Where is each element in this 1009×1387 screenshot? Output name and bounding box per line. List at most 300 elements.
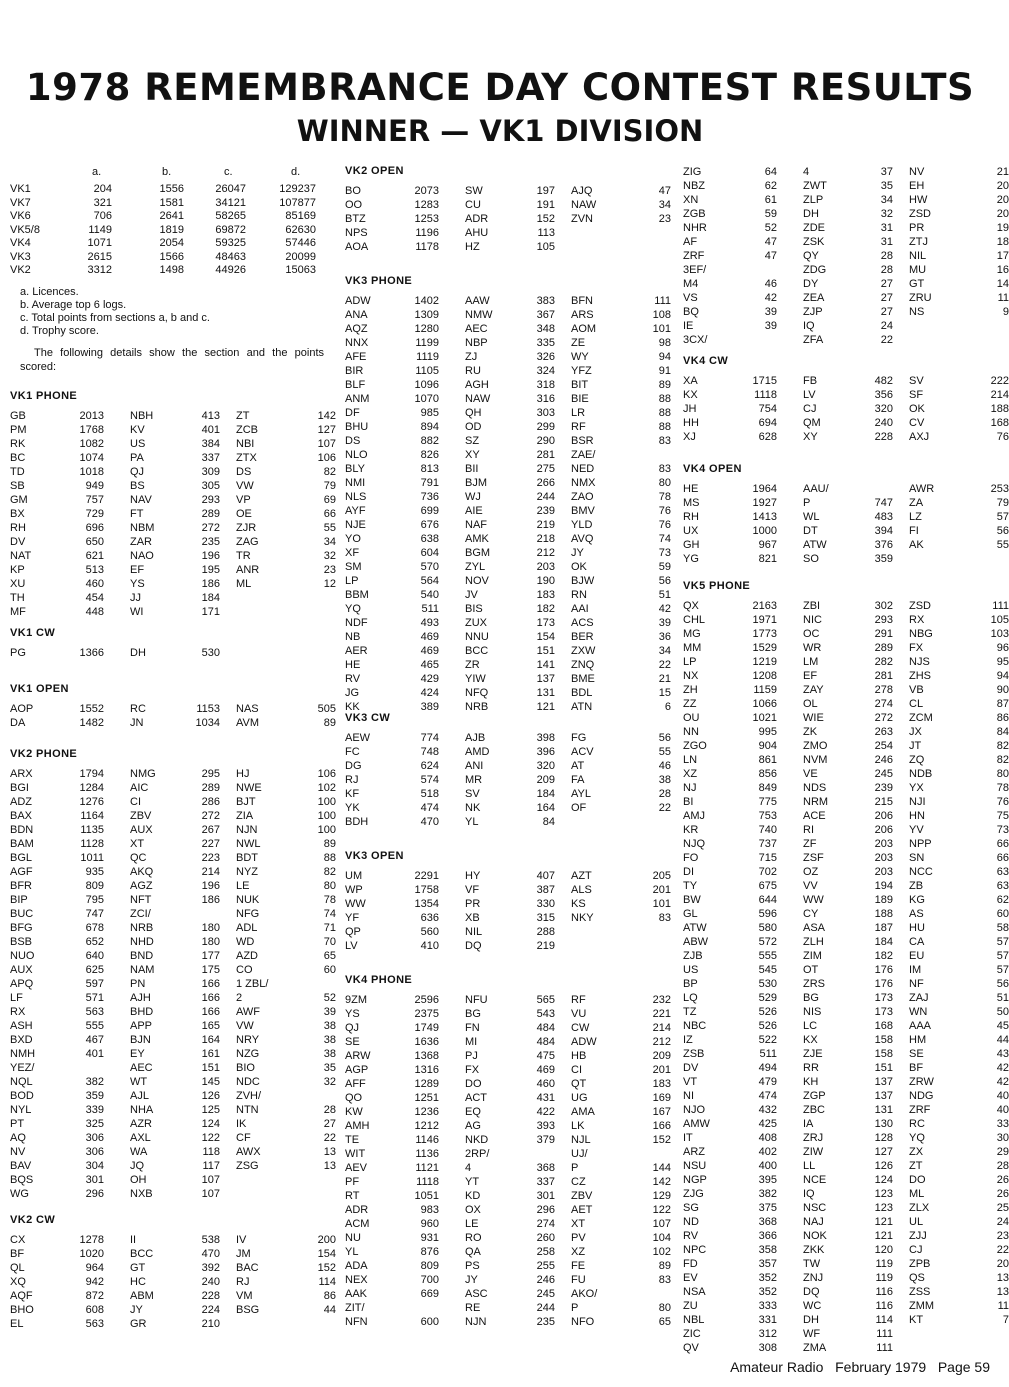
callsign: ALS	[571, 884, 592, 896]
score: 736	[420, 491, 439, 503]
score: 1354	[414, 898, 439, 910]
note-a: a. Licences.	[20, 286, 79, 298]
callsign: NAM	[130, 964, 155, 976]
score: 245	[874, 768, 893, 780]
callsign: QC	[130, 852, 147, 864]
score: 1034	[195, 717, 220, 729]
score: 1309	[414, 309, 439, 321]
callsign: RV	[345, 673, 361, 685]
summary-value: 15063	[285, 264, 316, 276]
score: 100	[317, 824, 336, 836]
score: 57	[996, 964, 1009, 976]
score: 119	[875, 1272, 893, 1284]
score: 304	[85, 1160, 104, 1172]
callsign: ZGB	[683, 208, 706, 220]
score: 73	[996, 824, 1009, 836]
callsign: NQL	[10, 1076, 33, 1088]
score: 83	[658, 912, 671, 924]
callsign: NBC	[683, 1020, 707, 1032]
score: 203	[536, 561, 555, 573]
callsign: QO	[345, 1092, 363, 1104]
score: 809	[420, 1260, 439, 1272]
callsign: EF	[803, 670, 818, 682]
callsign: XT	[571, 1218, 586, 1230]
callsign: 3CX/	[683, 334, 708, 346]
score: 13	[996, 1286, 1009, 1298]
score: 52	[764, 222, 777, 234]
callsign: OZ	[803, 866, 819, 878]
score: 152	[536, 213, 555, 225]
callsign: QJ	[345, 1022, 360, 1034]
section-heading: VK3 PHONE	[345, 275, 413, 287]
score: 245	[536, 1288, 555, 1300]
score: 57	[996, 936, 1009, 948]
callsign: NFT	[130, 894, 152, 906]
callsign: NAS	[236, 703, 259, 715]
callsign: QP	[345, 926, 361, 938]
score: 102	[317, 782, 336, 794]
score: 239	[536, 505, 555, 517]
score: 130	[874, 1118, 893, 1130]
callsign: ZB	[909, 880, 924, 892]
score: 141	[536, 659, 555, 671]
score: 18	[996, 236, 1009, 248]
callsign: WIT	[345, 1148, 366, 1160]
score: 235	[201, 536, 220, 548]
callsign: BJN	[130, 1034, 151, 1046]
callsign: CO	[236, 964, 253, 976]
callsign: ACE	[803, 810, 826, 822]
callsign: AFF	[345, 1078, 366, 1090]
callsign: ASA	[803, 922, 826, 934]
callsign: ADL	[236, 922, 258, 934]
score: 596	[758, 908, 777, 920]
score: 290	[536, 435, 555, 447]
score: 358	[758, 1244, 777, 1256]
score: 191	[536, 199, 555, 211]
section-heading: VK3 CW	[345, 712, 391, 724]
score: 669	[420, 1288, 439, 1300]
score: 98	[658, 337, 671, 349]
score: 597	[85, 978, 104, 990]
callsign: BHD	[130, 1006, 154, 1018]
callsign: AMA	[571, 1106, 595, 1118]
score: 22	[658, 802, 671, 814]
score: 826	[420, 449, 439, 461]
callsign: WL	[803, 511, 820, 523]
callsign: BHO	[10, 1304, 34, 1316]
score: 80	[996, 768, 1009, 780]
callsign: CF	[236, 1132, 251, 1144]
callsign: IV	[236, 1234, 247, 1246]
score: 32	[880, 208, 893, 220]
score: 52	[323, 992, 336, 1004]
score: 32	[323, 1076, 336, 1088]
score: 28	[880, 250, 893, 262]
callsign: FB	[803, 375, 818, 387]
score: 1794	[79, 768, 104, 780]
score: 129	[652, 1190, 671, 1202]
callsign: XQ	[10, 1276, 26, 1288]
callsign: TY	[683, 880, 698, 892]
score: 564	[420, 575, 439, 587]
score: 315	[536, 912, 555, 924]
score: 56	[658, 575, 671, 587]
score: 474	[758, 1090, 777, 1102]
score: 737	[758, 838, 777, 850]
score: 511	[421, 603, 439, 615]
score: 34	[658, 645, 671, 657]
callsign: OC	[803, 628, 820, 640]
score: 272	[201, 810, 220, 822]
callsign: BQ	[683, 306, 699, 318]
score: 331	[758, 1314, 777, 1326]
callsign: NHD	[130, 936, 154, 948]
callsign: PF	[345, 1176, 360, 1188]
score: 931	[420, 1232, 439, 1244]
score: 1276	[79, 796, 104, 808]
score: 320	[536, 760, 555, 772]
score: 1178	[415, 241, 439, 253]
callsign: ZSB	[683, 1048, 705, 1060]
score: 678	[85, 922, 104, 934]
score: 624	[420, 760, 439, 772]
callsign: AF	[683, 236, 698, 248]
score: 876	[420, 1246, 439, 1258]
callsign: OK	[571, 561, 587, 573]
summary-value: 44926	[215, 264, 246, 276]
score: 448	[85, 606, 104, 618]
callsign: CJ	[803, 403, 817, 415]
score: 28	[996, 1160, 1009, 1172]
callsign: VP	[236, 494, 251, 506]
callsign: JY	[571, 547, 584, 559]
callsign: ADR	[465, 213, 489, 225]
callsign: YLD	[571, 519, 593, 531]
callsign: NBP	[465, 337, 488, 349]
callsign: ZJJ	[909, 1230, 927, 1242]
score: 410	[420, 940, 439, 952]
score: 2073	[414, 185, 439, 197]
callsign: RH	[683, 511, 699, 523]
score: 63	[996, 880, 1009, 892]
score: 89	[323, 717, 336, 729]
callsign: ML	[236, 578, 252, 590]
score: 526	[758, 1006, 777, 1018]
callsign: AWF	[236, 1006, 261, 1018]
score: 530	[201, 647, 220, 659]
callsign: NDC	[236, 1076, 260, 1088]
score: 166	[201, 978, 220, 990]
summary-value: 26047	[215, 183, 246, 195]
callsign: PR	[465, 898, 481, 910]
callsign: BGL	[10, 852, 33, 864]
score: 702	[758, 866, 777, 878]
callsign: BDH	[345, 816, 369, 828]
callsign: BJM	[465, 477, 487, 489]
score: 1121	[415, 1162, 439, 1174]
callsign: ZRS	[803, 978, 825, 990]
callsign: IK	[236, 1118, 247, 1130]
callsign: LL	[803, 1160, 816, 1172]
callsign: NTN	[236, 1104, 259, 1116]
score: 37	[880, 166, 893, 178]
score: 383	[536, 295, 555, 307]
score: 107	[652, 1218, 671, 1230]
callsign: AKO/	[571, 1288, 598, 1300]
callsign: BCC	[465, 645, 489, 657]
score: 1316	[414, 1064, 439, 1076]
score: 219	[536, 940, 555, 952]
summary-value: 2615	[87, 250, 112, 263]
score: 469	[420, 645, 439, 657]
score: 47	[764, 236, 777, 248]
score: 1280	[414, 323, 439, 335]
score: 161	[201, 1048, 220, 1060]
callsign: UJ/	[571, 1148, 588, 1160]
callsign: AFE	[345, 351, 367, 363]
score: 740	[758, 824, 777, 836]
callsign: YIW	[465, 673, 486, 685]
score: 212	[652, 1036, 671, 1048]
callsign: AUX	[10, 964, 33, 976]
score: 1236	[414, 1106, 439, 1118]
callsign: OK	[909, 403, 925, 415]
score: 44	[323, 1304, 336, 1316]
score: 117	[202, 1160, 220, 1172]
callsign: LP	[683, 656, 697, 668]
score: 151	[874, 1062, 893, 1074]
score: 694	[758, 417, 777, 429]
callsign: ASC	[465, 1288, 488, 1300]
callsign: BF	[10, 1248, 25, 1260]
callsign: WR	[803, 642, 822, 654]
callsign: AEC	[130, 1062, 153, 1074]
callsign: AJH	[130, 992, 151, 1004]
score: 111	[876, 1328, 893, 1340]
score: 650	[85, 536, 104, 548]
score: 215	[874, 796, 893, 808]
callsign: OT	[803, 964, 819, 976]
callsign: BIO	[236, 1062, 255, 1074]
score: 34	[658, 199, 671, 211]
score: 239	[874, 782, 893, 794]
callsign: IA	[803, 1118, 814, 1130]
score: 296	[536, 1204, 555, 1216]
callsign: AMK	[465, 533, 489, 545]
callsign: BJT	[236, 796, 256, 808]
callsign: ASH	[10, 1020, 33, 1032]
score: 119	[875, 1258, 893, 1270]
callsign: P	[571, 1302, 579, 1314]
score: 368	[758, 1216, 777, 1228]
callsign: MG	[683, 628, 701, 640]
score: 27	[323, 1118, 336, 1130]
callsign: ZAR	[130, 536, 152, 548]
callsign: ANR	[236, 564, 260, 576]
score: 44	[996, 1034, 1009, 1046]
score: 95	[996, 656, 1009, 668]
callsign: YL	[345, 1246, 359, 1258]
callsign: FI	[909, 525, 919, 537]
callsign: BGM	[465, 547, 491, 559]
callsign: NV	[909, 166, 925, 178]
callsign: AG	[465, 1120, 481, 1132]
score: 196	[201, 880, 220, 892]
callsign: KW	[345, 1106, 363, 1118]
score: 122	[652, 1204, 671, 1216]
callsign: JY	[130, 1304, 143, 1316]
score: 70	[323, 936, 336, 948]
callsign: BW	[683, 894, 701, 906]
score: 308	[758, 1342, 777, 1354]
score: 118	[202, 1146, 220, 1158]
callsign: CX	[10, 1234, 26, 1246]
score: 475	[536, 1050, 555, 1062]
score: 180	[201, 936, 220, 948]
score: 1135	[80, 824, 104, 836]
score: 1552	[79, 703, 104, 715]
score: 88	[323, 852, 336, 864]
score: 306	[85, 1132, 104, 1144]
score: 1074	[79, 452, 104, 464]
score: 244	[536, 1302, 555, 1314]
score: 565	[536, 994, 555, 1006]
callsign: LV	[345, 940, 358, 952]
callsign: NAT	[10, 550, 32, 562]
score: 50	[996, 1006, 1009, 1018]
callsign: NKD	[465, 1134, 489, 1146]
callsign: AJB	[465, 732, 486, 744]
callsign: AHU	[465, 227, 489, 239]
score: 621	[85, 550, 104, 562]
score: 253	[990, 483, 1009, 495]
callsign: LE	[236, 880, 250, 892]
score: 15	[658, 687, 671, 699]
callsign: XA	[683, 375, 698, 387]
callsign: ZJE	[803, 1048, 823, 1060]
score: 394	[874, 525, 893, 537]
callsign: NIL	[909, 250, 927, 262]
callsign: NFG	[236, 908, 260, 920]
score: 1118	[754, 389, 777, 401]
score: 652	[85, 936, 104, 948]
score: 1749	[414, 1022, 439, 1034]
callsign: NU	[345, 1232, 361, 1244]
score: 522	[758, 1034, 777, 1046]
callsign: AGP	[345, 1064, 369, 1076]
summary-value: 1819	[159, 223, 184, 236]
callsign: AYF	[345, 505, 366, 517]
callsign: UG	[571, 1092, 588, 1104]
score: 88	[658, 393, 671, 405]
callsign: NJI	[909, 796, 926, 808]
callsign: HC	[130, 1276, 146, 1288]
callsign: NDS	[803, 782, 827, 794]
score: 39	[764, 306, 777, 318]
score: 571	[85, 992, 104, 1004]
callsign: AMD	[465, 746, 490, 758]
score: 382	[85, 1076, 104, 1088]
score: 274	[536, 1218, 555, 1230]
callsign: NCE	[803, 1174, 827, 1186]
callsign: NBZ	[683, 180, 705, 192]
callsign: BIE	[571, 393, 589, 405]
score: 352	[758, 1272, 777, 1284]
score: 872	[85, 1290, 104, 1302]
callsign: DQ	[465, 940, 482, 952]
score: 56	[658, 732, 671, 744]
callsign: AQ	[10, 1132, 26, 1144]
callsign: BG	[465, 1008, 481, 1020]
callsign: BAX	[10, 810, 33, 822]
summary-value: 1498	[159, 264, 184, 276]
score: 28	[880, 264, 893, 276]
callsign: AEW	[345, 732, 371, 744]
callsign: YO	[345, 533, 361, 545]
score: 39	[764, 320, 777, 332]
score: 223	[201, 852, 220, 864]
callsign: NFQ	[465, 687, 489, 699]
score: 137	[536, 673, 555, 685]
callsign: LR	[571, 407, 586, 419]
callsign: 4	[803, 166, 810, 178]
callsign: ZAO	[571, 491, 594, 503]
callsign: ZCM	[909, 712, 933, 724]
score: 214	[652, 1022, 671, 1034]
callsign: NBG	[909, 628, 933, 640]
score: 289	[874, 642, 893, 654]
callsign: KD	[465, 1190, 481, 1202]
score: 258	[536, 1246, 555, 1258]
callsign: YL	[465, 816, 479, 828]
score: 46	[658, 760, 671, 772]
callsign: EY	[130, 1048, 145, 1060]
callsign: AIE	[465, 505, 483, 517]
score: 151	[536, 645, 555, 657]
callsign: ZU	[683, 1300, 698, 1312]
score: 289	[201, 782, 220, 794]
score: 62	[764, 180, 777, 192]
score: 88	[658, 407, 671, 419]
callsign: AAA	[909, 1020, 932, 1032]
callsign: TW	[803, 1258, 821, 1270]
score: 20	[996, 208, 1009, 220]
callsign: LK	[571, 1120, 585, 1132]
callsign: KP	[10, 564, 25, 576]
score: 214	[201, 866, 220, 878]
score: 51	[996, 992, 1009, 1004]
score: 38	[323, 1048, 336, 1060]
callsign: NMH	[10, 1048, 36, 1060]
score: 382	[758, 1188, 777, 1200]
score: 111	[654, 295, 671, 307]
callsign: BFG	[10, 922, 33, 934]
callsign: VU	[571, 1008, 587, 1020]
callsign: ZR	[465, 659, 480, 671]
callsign: NAF	[465, 519, 487, 531]
callsign: MI	[465, 1036, 478, 1048]
callsign: KR	[683, 824, 699, 836]
callsign: ANI	[465, 760, 484, 772]
score: 121	[874, 1216, 893, 1228]
page-footer: Amateur Radio February 1979 Page 59	[730, 1359, 990, 1375]
score: 511	[759, 1048, 777, 1060]
score: 1283	[414, 199, 439, 211]
callsign: RT	[345, 1190, 360, 1202]
callsign: KX	[803, 1034, 818, 1046]
score: 359	[874, 553, 893, 565]
